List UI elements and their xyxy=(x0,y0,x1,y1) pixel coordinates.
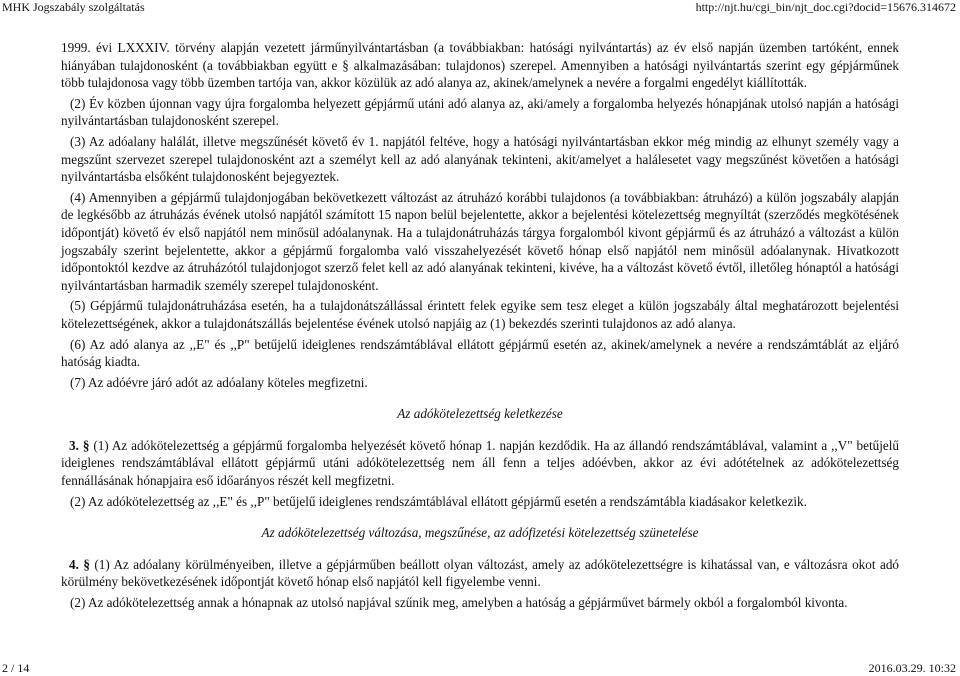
section-3-paragraph-1 xyxy=(61,437,899,490)
section-link[interactable]: § xyxy=(82,437,90,453)
paragraph-6: (6) Az adó alanya az ,,E" és ,,P" betűjelű ideiglenes rendszámtáblával ellátott gépjármű esetén az, akinek/amelynek a nevére a rendszámtáblát az eljáró hatóság kiadta. xyxy=(61,336,899,370)
header-url: http://njt.hu/cgi_bin/njt_doc.cgi?docid=15676.314672 xyxy=(695,0,956,14)
section-3-paragraph-2: (2) Az adókötelezettség az ,,E" és ,,P" betűjelű ideiglenes rendszámtáblával ellátott gépjármű esetén a rendszámtábla kiadásakor keletkezik. xyxy=(70,493,807,509)
section-heading-valtozas: Az adókötelezettség változása, megszűnése, az adófizetési kötelezettség szünetelése xyxy=(261,525,699,541)
document-body xyxy=(61,39,899,615)
paragraph-5: (5) Gépjármű tulajdonátruházása esetén, ha a tulajdonátszállással érintett felek egyike sem tesz eleget a külön jogszabály által meghatározott bejelentési kötelezettségének, akkor a tulajdonátszállás bejelentése évének utolsó napjáig az (1) bekezdés szerinti tulajdonos az adó alanya. xyxy=(61,298,899,331)
footer-page-number: 2 / 14 xyxy=(2,661,30,675)
paragraph-4: (4) Amennyiben a gépjármű tulajdonjogában bekövetkezett változást az átruházó korábbi tulajdonos (a továbbiakban: átruházó) a külön jogszabály alapján de legkésőbb az átruházás évének utolsó napjától számított 15 napon belül bejelentette, akkor a bejelentési kötelezettség megnyíltát (szerződés megkötésének időpontját) követő év első napjától nem minősül adóalanynak. Ha a tulajdonátruházás tárgya forgalomból kivont gépjármű és az átruházó a változást a külön jogszabály szerint bejelentette, akkor a gépjármű forgalomba való visszahelyezését követő hónap első napjától nem minősül adóalanynak. Hivatkozott időpontoktól kezdve az átruházótól tulajdonjogot szerző felet kell az adó alanyának tekinteni, kivéve, ha a változást követő évtől, illetőleg hónaptól a hatósági nyilvántartásban harmadik személy szerepel tulajdonosként. xyxy=(61,189,899,293)
section-4-paragraph-2: (2) Az adókötelezettség annak a hónapnak az utolsó napjával szűnik meg, amelyben a hatóság a gépjárművet bármely okból a forgalomból kivonta. xyxy=(70,595,848,611)
section-number: 3. xyxy=(69,437,79,453)
header-site-title: MHK Jogszabály szolgáltatás xyxy=(2,0,145,14)
section-text: (1) Az adóalany körülményeiben, illetve a gépjárműben beállott olyan változást, amely az adókötelezettségre is kihatással van, e változásra okot adó körülmény bekövetkezésének időpontját követő hónap első napjától kell figyelembe venni. xyxy=(61,556,900,590)
section-number: 4. xyxy=(69,556,79,572)
paragraph-3: (3) Az adóalany halálát, illetve megszűnését követő év 1. napjától feltéve, hogy a hatósági nyilvántartásban ekkor még mindig az elhunyt személy vagy a megszűnt szervezet szerepel tulajdonosként azt a személyt kell az adó alanyának tekinteni, akit/amelyet a halálesetet vagy megszűnést követően a hatósági nyilvántartásba elsőként tulajdonosként bejegyeztek. xyxy=(61,133,899,185)
section-heading-keletkezes: Az adókötelezettség keletkezése xyxy=(397,406,563,422)
footer-datetime: 2016.03.29. 10:32 xyxy=(868,661,956,675)
section-text: (1) Az adókötelezettség a gépjármű forgalomba helyezését követő hónap 1. napján kezdődik. Ha az állandó rendszámtáblával, valamint a ,,V" betűjelű ideiglenes rendszámtáblával ellátott gépjármű utáni adókötelezettség nem áll fenn a teljes adóévben, akkor az évi adótételnek az adókötelezettség fennállásának hónapjaira eső időarányos részét kell megfizetni. xyxy=(61,437,899,489)
section-link[interactable]: § xyxy=(83,556,90,572)
paragraph-7: (7) Az adóévre járó adót az adóalany köteles megfizetni. xyxy=(70,374,368,390)
section-4-paragraph-1 xyxy=(61,556,899,591)
paragraph-1-continuation: 1999. évi LXXXIV. törvény alapján vezetett járműnyilvántartásban (a továbbiakban: hatósági nyilvántartás) az év első napján üzemben tartóként, ennek hiányában tulajdonosként (a továbbiakban együtt e § alkalmazásában: tulajdonos) szerepel. Amennyiben a hatósági nyilvántartás szerint egy gépjárműnek több tulajdonosa vagy több üzemben tartója van, akkor közülük az adó alanya az, akinek/amelynek a nevére a forgalmi engedélyt kiállították. xyxy=(61,40,899,91)
paragraph-2: (2) Év közben újonnan vagy újra forgalomba helyezett gépjármű utáni adó alanya az, aki/amely a forgalomba helyezés hónapjának utolsó napján a hatósági nyilvántartásban tulajdonosként szerepel. xyxy=(61,95,899,129)
